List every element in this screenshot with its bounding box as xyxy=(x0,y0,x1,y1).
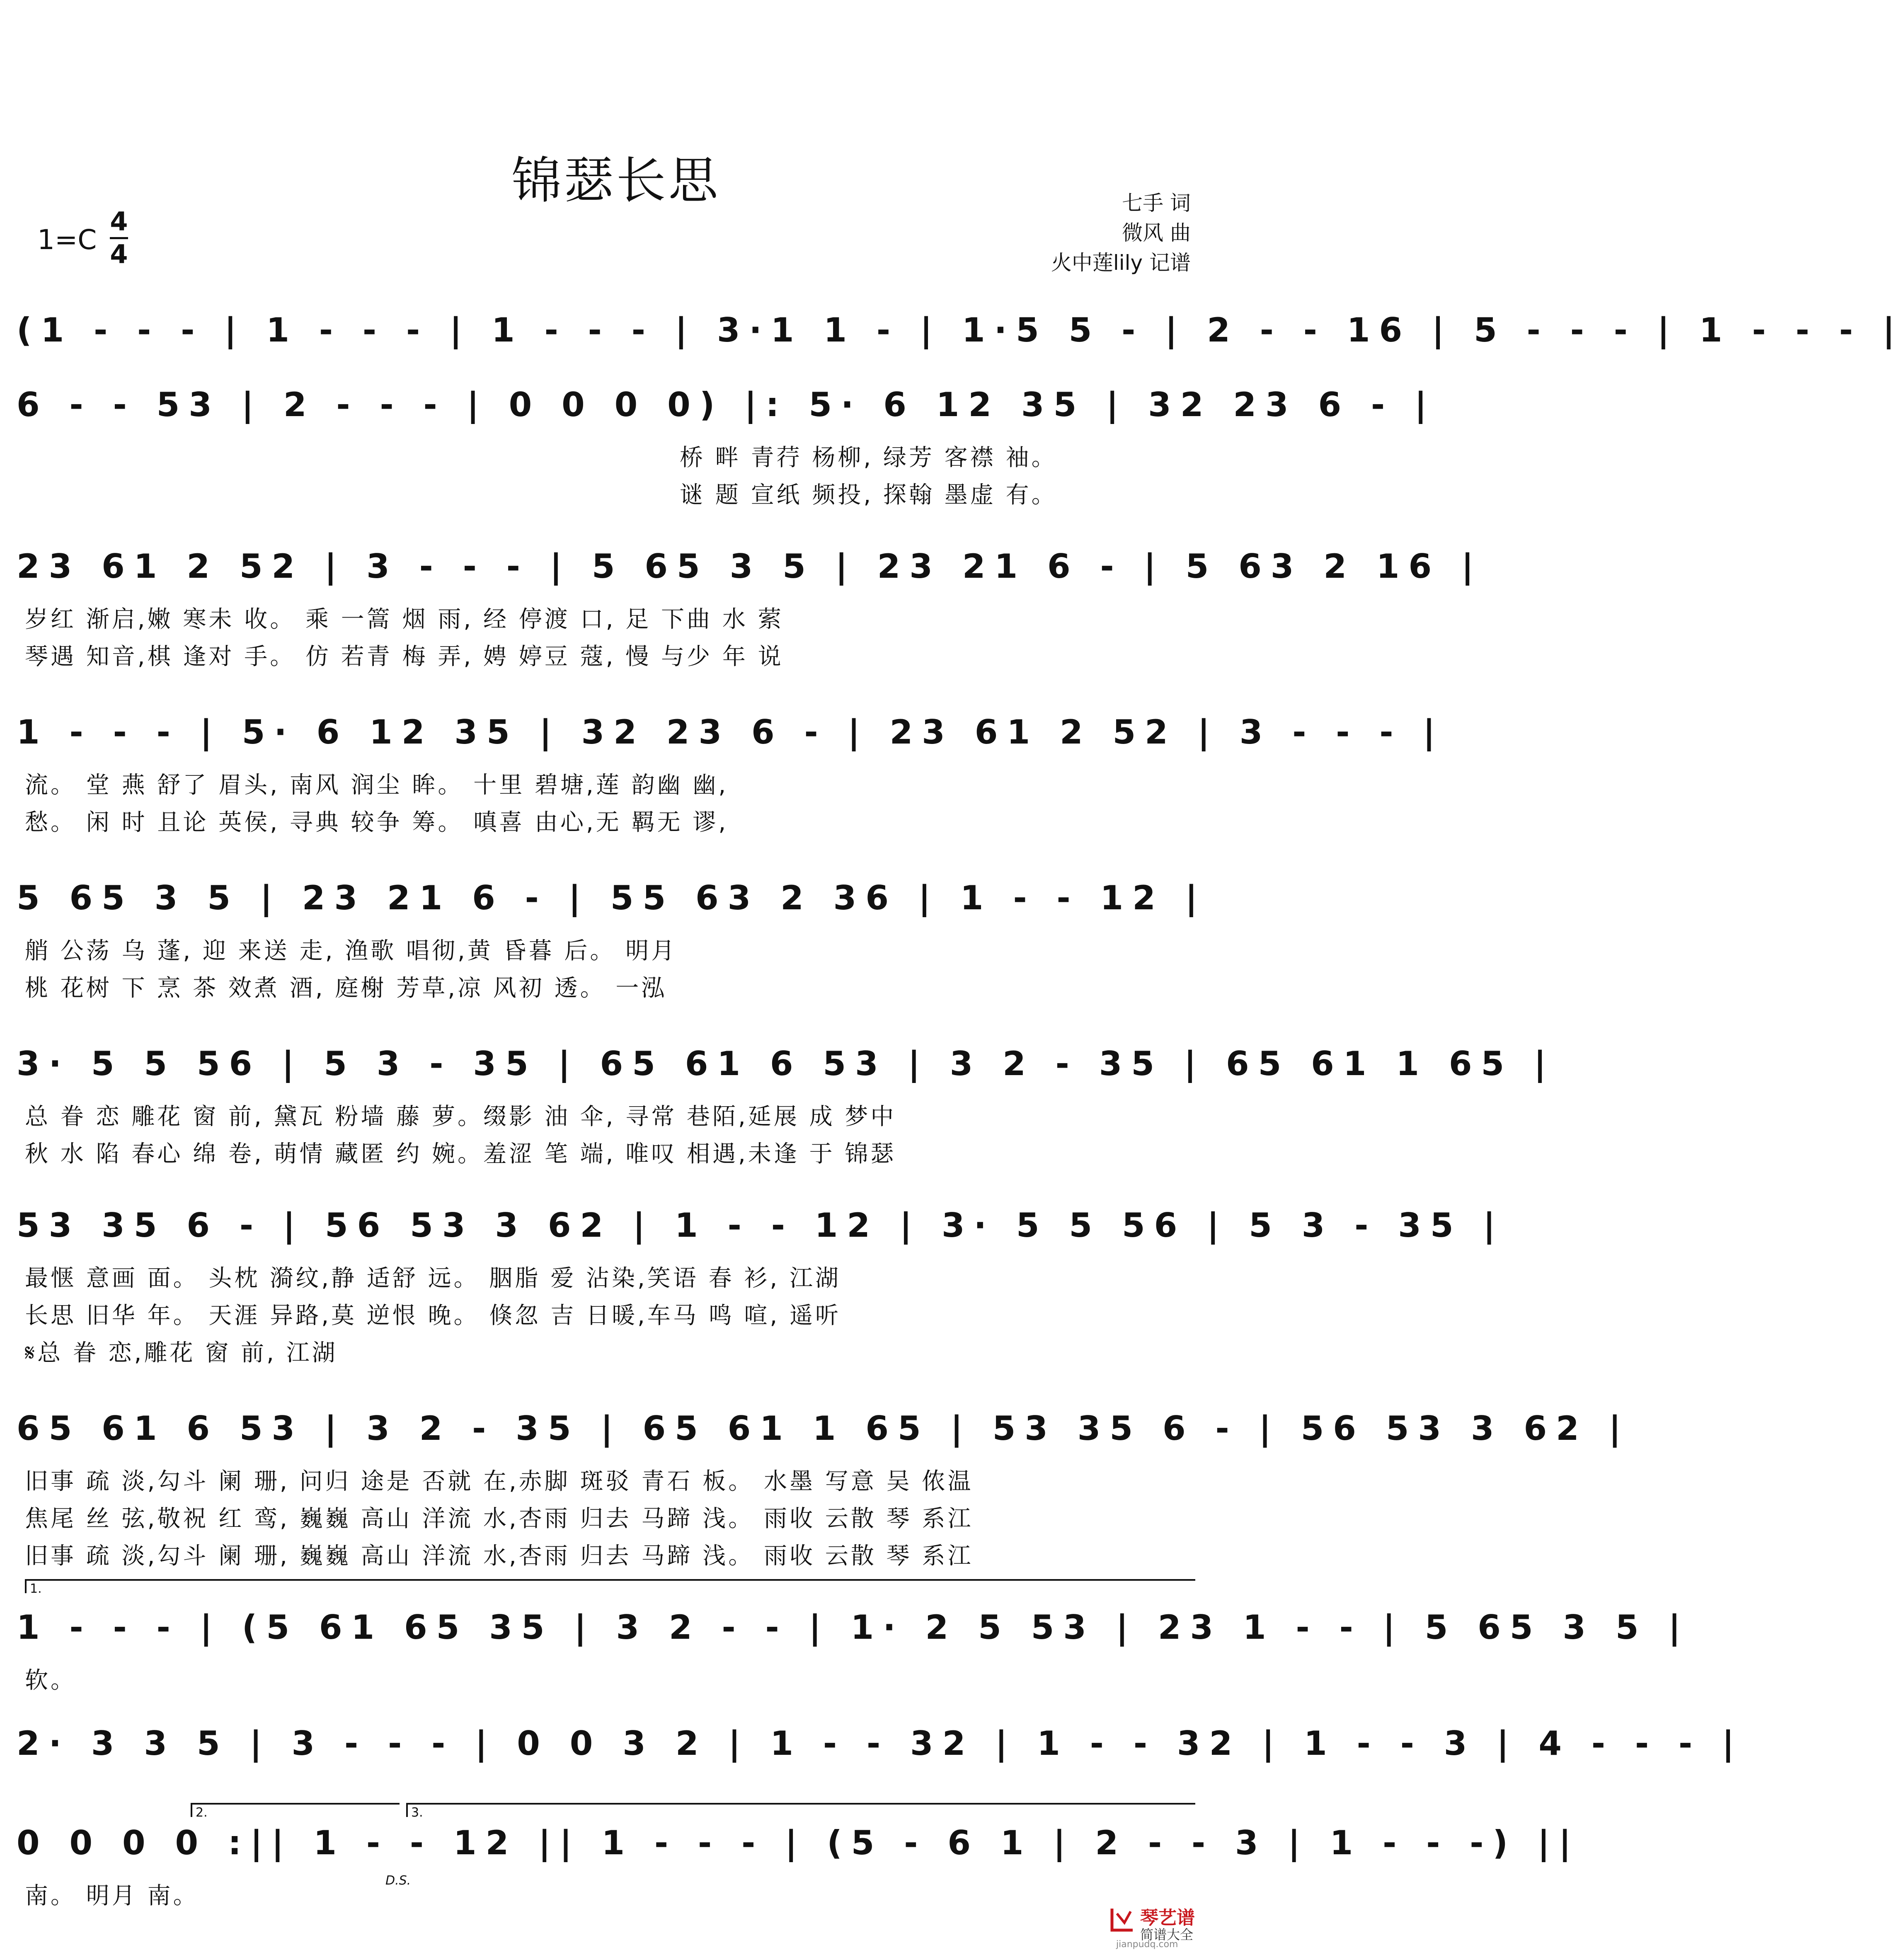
time-signature-top: 4 xyxy=(110,206,128,237)
lyric-row-3-verse-1: 岁红 渐启,嫩 寒未 收。 乘 一篙 烟 雨, 经 停渡 口, 足 下曲 水 萦 xyxy=(25,606,784,633)
volta-label-3: 3. xyxy=(411,1805,423,1820)
lyric-row-8-verse-1: 旧事 疏 淡,勾斗 阑 珊, 问归 途是 否就 在,赤脚 斑驳 青石 板。 水墨 写意 吴 侬温 xyxy=(25,1468,974,1495)
lyric-row-7-verse-1: 最惬 意画 面。 头枕 漪纹,静 适舒 远。 胭脂 爱 沾染,笑语 春 衫, 江湖 xyxy=(25,1265,841,1292)
notes-row-8: 65 61 6 53 | 3 2 - 35 | 65 61 1 65 | 53 35 6 - | 56 53 3 62 | xyxy=(17,1409,1630,1448)
watermark xyxy=(1108,1901,1216,1950)
score-row-9 xyxy=(17,1600,1690,1695)
score-row-2 xyxy=(17,377,1436,509)
notes-row-3: 23 61 2 52 | 3 - - - | 5 65 3 5 | 23 21 6 - | 5 63 2 16 | xyxy=(17,547,1483,586)
lyric-row-2-verse-1: 桥 畔 青荇 杨柳, 绿芳 客襟 袖。 xyxy=(680,444,1057,471)
score-row-1 xyxy=(17,303,1904,365)
lyric-row-5-verse-2: 桃 花树 下 烹 茶 效煮 酒, 庭榭 芳草,凉 风初 透。 一泓 xyxy=(25,975,667,1002)
credit-transcriber: 火中莲lily 记谱 xyxy=(1051,251,1191,275)
credit-composer: 微风 曲 xyxy=(1122,221,1191,245)
lyric-row-2-verse-2: 谜 题 宣纸 频投, 探翰 墨虚 有。 xyxy=(680,482,1057,509)
key-signature: 1=C xyxy=(37,224,97,256)
notes-row-5: 5 65 3 5 | 23 21 6 - | 55 63 2 36 | 1 - - 12 | xyxy=(17,879,1206,917)
notes-row-10: 2· 3 3 5 | 3 - - - | 0 0 3 2 | 1 - - 32 | 1 - - 32 | 1 - - 3 | 4 - - - | xyxy=(17,1724,1744,1763)
lyric-row-11-verse-1: 南。 明月 南。 xyxy=(25,1882,199,1909)
notes-row-2: 6 - - 53 | 2 - - - | 0 0 0 0) |: 5· 6 12 35 | 32 23 6 - | xyxy=(17,385,1436,424)
time-signature xyxy=(109,207,129,269)
volta-bracket-3 xyxy=(406,1803,1195,1820)
volta-label-2: 2. xyxy=(196,1805,208,1820)
lyric-row-8-verse-2: 焦尾 丝 弦,敬祝 红 鸾, 巍巍 高山 洋流 水,杏雨 归去 马蹄 浅。 雨收 云散 琴 系江 xyxy=(25,1505,974,1532)
watermark-brand: 琴艺谱 xyxy=(1140,1907,1195,1928)
score-row-8 xyxy=(17,1401,1630,1570)
score-row-11 xyxy=(17,1815,1580,1911)
volta-label-1: 1. xyxy=(30,1582,42,1596)
lyric-row-3-verse-2: 琴遇 知音,棋 逢对 手。 仿 若青 梅 弄, 娉 婷豆 蔻, 慢 与少 年 说 xyxy=(25,643,784,670)
watermark-url: jianpudq.com xyxy=(1116,1939,1178,1950)
lyric-row-6-verse-1: 总 眷 恋 雕花 窗 前, 黛瓦 粉墙 藤 萝。缀影 油 伞, 寻常 巷陌,延展 成 梦中 xyxy=(25,1103,896,1130)
notes-row-1: (1 - - - | 1 - - - | 1 - - - | 3·1 1 - | 1·5 5 - | 2 - - 16 | 5 - - - | 1 - - - | xyxy=(17,311,1904,349)
score-row-7 xyxy=(17,1198,1504,1366)
page-title: 锦瑟长思 xyxy=(511,152,721,210)
lyric-row-8-verse-3: 旧事 疏 淡,勾斗 阑 珊, 巍巍 高山 洋流 水,杏雨 归去 马蹄 浅。 雨收 云散 琴 系江 xyxy=(25,1543,974,1570)
notes-row-4: 1 - - - | 5· 6 12 35 | 32 23 6 - | 23 61 2 52 | 3 - - - | xyxy=(17,713,1444,751)
volta-bracket-2 xyxy=(191,1803,400,1820)
notes-row-11: 0 0 0 0 :|| 1 - - 12 || 1 - - - | (5 - 6 1 | 2 - - 3 | 1 - - -) || xyxy=(17,1824,1580,1862)
notes-row-7: 53 35 6 - | 56 53 3 62 | 1 - - 12 | 3· 5 5 56 | 5 3 - 35 | xyxy=(17,1206,1504,1245)
volta-bracket-1 xyxy=(25,1579,1195,1596)
notes-row-6: 3· 5 5 56 | 5 3 - 35 | 65 61 6 53 | 3 2 - 35 | 65 61 1 65 | xyxy=(17,1044,1555,1083)
watermark-subtitle: 简谱大全 xyxy=(1140,1927,1194,1943)
score-row-6 xyxy=(17,1036,1555,1168)
lyric-row-6-verse-2: 秋 水 陷 春心 绵 卷, 萌情 藏匿 约 婉。羞涩 笔 端, 唯叹 相遇,未逢 于 锦瑟 xyxy=(25,1141,896,1168)
time-signature-bottom: 4 xyxy=(110,239,128,269)
lyric-row-7-verse-ds: 𝄋总 眷 恋,雕花 窗 前, 江湖 xyxy=(25,1340,338,1366)
notes-row-9: 1 - - - | (5 61 65 35 | 3 2 - - | 1· 2 5 53 | 23 1 - - | 5 65 3 5 | xyxy=(17,1608,1690,1647)
ds-mark: D.S. xyxy=(385,1873,411,1888)
lyric-row-7-verse-2: 长思 旧华 年。 天涯 异路,莫 逆恨 晚。 倏忽 吉 日暖,车马 鸣 喧, 遥听 xyxy=(25,1302,841,1329)
lyric-row-4-verse-1: 流。 堂 燕 舒了 眉头, 南风 润尘 眸。 十里 碧塘,莲 韵幽 幽, xyxy=(25,772,729,799)
lyric-row-5-verse-1: 艄 公荡 乌 蓬, 迎 来送 走, 渔歌 唱彻,黄 昏暮 后。 明月 xyxy=(25,938,677,964)
score-row-4 xyxy=(17,705,1444,836)
watermark-logo-icon xyxy=(1108,1905,1137,1934)
credit-lyricist: 七手 词 xyxy=(1122,191,1191,215)
lyric-row-9-verse-1: 软。 xyxy=(25,1667,76,1694)
score-row-5 xyxy=(17,870,1210,1002)
score-row-10 xyxy=(17,1716,1744,1778)
score-row-3 xyxy=(17,539,1483,670)
lyric-row-4-verse-2: 愁。 闲 时 且论 英侯, 寻典 较争 筹。 嗔喜 由心,无 羁无 谬, xyxy=(25,809,729,836)
